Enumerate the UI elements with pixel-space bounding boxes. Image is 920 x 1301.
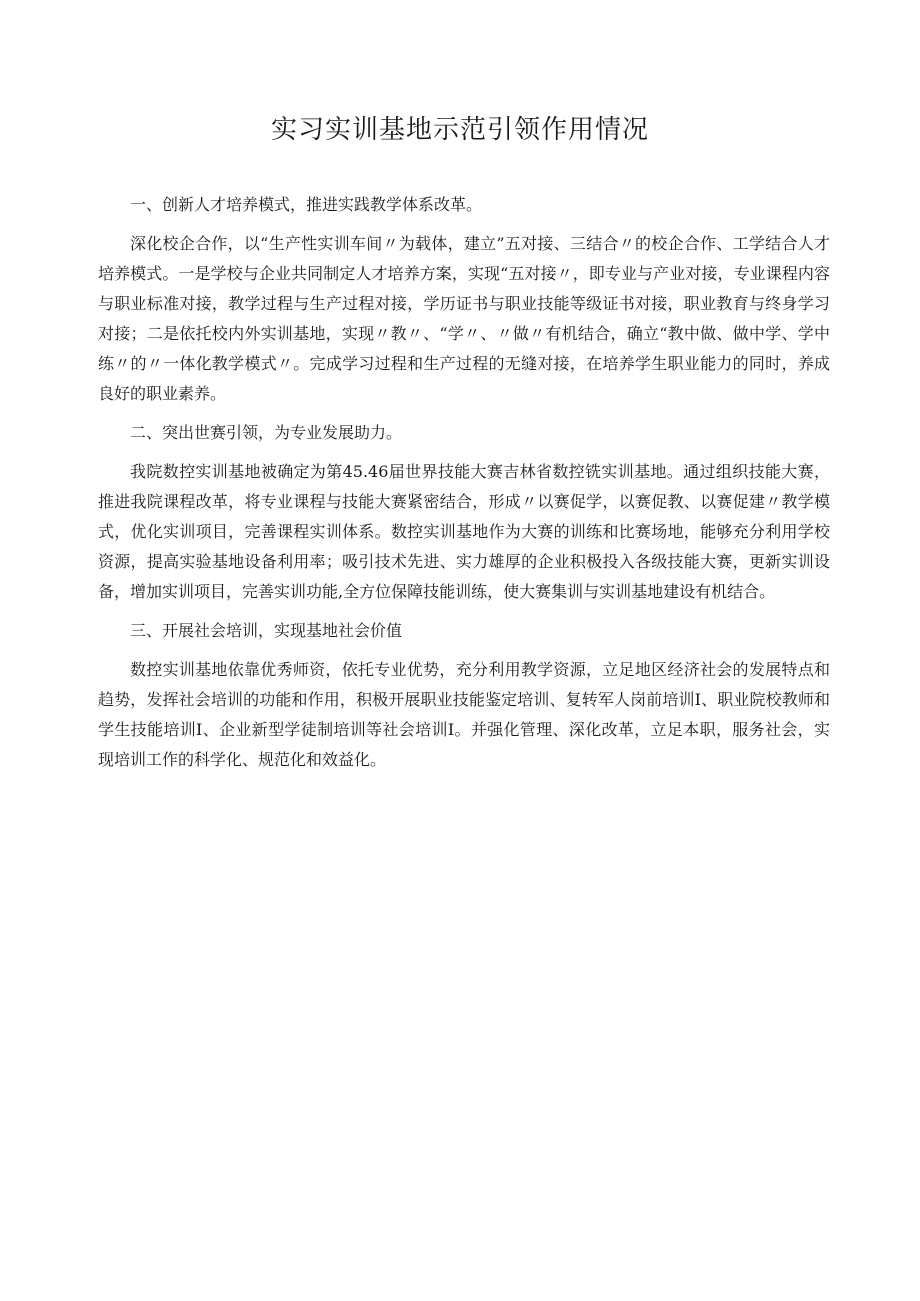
section-3-paragraph: 数控实训基地依靠优秀师资，依托专业优势，充分利用教学资源，立足地区经济社会的发展特点和趋势，发挥社会培训的功能和作用，积极开展职业技能鉴定培训、复转军人岗前培训I、职业院校教师和学生技能培训I、企业新型学徒制培训等社会培训I。并强化管理、深化改革，立足本职，服务社会，实现培训工作的科学化、规范化和效益化。 bbox=[98, 660, 830, 769]
section-3-heading: 三、开展社会培训，实现基地社会价值 bbox=[130, 621, 403, 640]
section-1-paragraph: 深化校企合作，以“生产性实训车间〃为载体，建立”五对接、三结合〃的校企合作、工学结合人才培养模式。一是学校与企业共同制定人才培养方案，实现“五对接〃，即专业与产业对接，专业课程内容与职业标准对接，教学过程与生产过程对接，学历证书与职业技能等级证书对接，职业教育与终身学习对接；二是依托校内外实训基地，实现〃教〃、“学〃、〃做〃有机结合，确立“教中做、做中学、学中练〃的〃一体化教学模式〃。完成学习过程和生产过程的无缝对接，在培养学生职业能力的同时，养成良好的职业素养。 bbox=[98, 234, 830, 403]
section-2-paragraph: 我院数控实训基地被确定为第45.46届世界技能大赛吉林省数控铣实训基地。通过组织技能大赛，推进我院课程改革，将专业课程与技能大赛紧密结合，形成〃以赛促学，以赛促教、以赛促建〃教学模式，优化实训项目，完善课程实训体系。数控实训基地作为大赛的训练和比赛场地，能够充分利用学校资源，提高实验基地设备利用率；吸引技术先进、实力雄厚的企业积极投入各级技能大赛，更新实训设备，增加实训项目，完善实训功能,全方位保障技能训练，使大赛集训与实训基地建设有机结合。 bbox=[98, 462, 830, 601]
document-body bbox=[98, 190, 830, 775]
section-2-heading: 二、突出世赛引领，为专业发展助力。 bbox=[130, 423, 403, 442]
section-1-heading: 一、创新人才培养模式，推进实践教学体系改革。 bbox=[130, 195, 483, 214]
document-title: 实习实训基地示范引领作用情况 bbox=[270, 115, 649, 145]
